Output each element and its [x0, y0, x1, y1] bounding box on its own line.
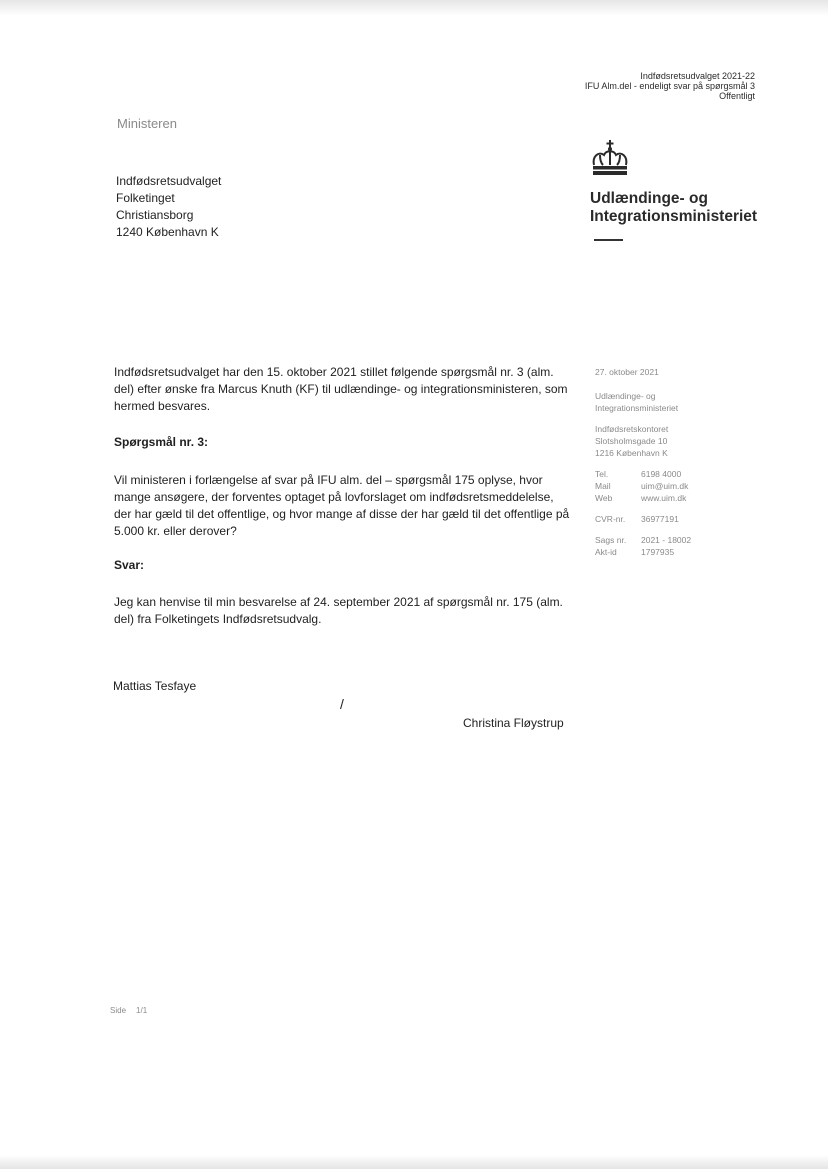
address-line: Indfødsretsudvalget — [116, 174, 222, 188]
ministry-name-line: Integrationsministeriet — [590, 208, 758, 225]
sidebar-ministry-line: Udlændinge- og — [595, 391, 656, 401]
scan-edge-bottom — [0, 1155, 828, 1169]
ministry-name-line: Udlændinge- og — [590, 190, 708, 207]
official-signature: Christina Fløystrup — [463, 716, 564, 730]
question-heading: Spørgsmål nr. 3: — [114, 435, 209, 449]
archive-stamp — [585, 71, 755, 101]
office-line: Indfødsretskontoret — [595, 424, 669, 434]
sender-title: Ministeren — [117, 116, 177, 131]
contact-row-web — [595, 492, 691, 504]
letter-date: 27. oktober 2021 — [595, 367, 659, 377]
contact-value: 6198 4000 — [641, 469, 682, 479]
ministry-logo — [590, 139, 770, 241]
doc-id-row — [595, 546, 691, 558]
contact-row-tel — [595, 468, 691, 480]
doc-id-value: 1797935 — [641, 547, 675, 557]
office-line: 1216 København K — [595, 448, 668, 458]
sidebar-office — [595, 423, 691, 459]
sidebar-ministry-line: Integrationsministeriet — [595, 403, 679, 413]
doc-id-label: Akt-id — [595, 547, 617, 557]
address-line: Folketinget — [116, 191, 175, 205]
recipient-address — [116, 173, 221, 241]
case-row — [595, 534, 691, 546]
letter-intro: Indfødsretsudvalget har den 15. oktober 2021 stillet følgende spørgsmål nr. 3 (alm. del) efter ønske fra Marcus Knuth (KF) til udlændinge- og integrationsministeren, som hermed besvares. — [114, 365, 568, 413]
question-text: Vil ministeren i forlængelse af svar på IFU alm. del – spørgsmål 175 oplyse, hvor mange ansøgere, der forventes optaget på lovforslaget om indfødsretsmeddelelse, der har gæld til det offentlige, og hvor mange af disse der har gæld til det offentlige på 5.000 kr. eller derover? — [114, 473, 570, 538]
letter-sidebar — [595, 366, 691, 567]
logo-divider — [594, 239, 623, 241]
sidebar-contact — [595, 468, 691, 504]
signature-separator: / — [340, 696, 344, 712]
stamp-line: IFU Alm.del - endeligt svar på spørgsmål 3 — [584, 81, 755, 91]
contact-value: uim@uim.dk — [641, 481, 689, 491]
case-value: 2021 - 18002 — [641, 535, 692, 545]
crown-icon — [590, 139, 630, 177]
answer-text: Jeg kan henvise til min besvarelse af 24. september 2021 af spørgsmål nr. 175 (alm. del) fra Folketingets Indfødsretsudvalg. — [114, 595, 563, 626]
sidebar-cvr — [595, 513, 691, 525]
sidebar-case — [595, 534, 691, 558]
ministry-name — [590, 190, 770, 226]
cvr-value: 36977191 — [641, 514, 679, 524]
page-label: Side — [110, 1006, 127, 1015]
answer-heading: Svar: — [114, 558, 145, 572]
stamp-line: Indfødsretsudvalget 2021-22 — [640, 71, 755, 81]
address-line: Christiansborg — [116, 208, 194, 222]
contact-value: www.uim.dk — [641, 493, 687, 503]
contact-label: Web — [595, 493, 613, 503]
cvr-label: CVR-nr. — [595, 514, 626, 524]
cvr-row — [595, 513, 691, 525]
scan-edge-top — [0, 0, 828, 16]
contact-row-mail — [595, 480, 691, 492]
contact-label: Mail — [595, 481, 611, 491]
stamp-line: Offentligt — [719, 91, 755, 101]
contact-label: Tel. — [595, 469, 609, 479]
minister-signature: Mattias Tesfaye — [113, 679, 197, 693]
page-number: 1/1 — [136, 1006, 148, 1015]
case-label: Sags nr. — [595, 535, 627, 545]
office-line: Slotsholmsgade 10 — [595, 436, 668, 446]
page-footer — [110, 1006, 147, 1015]
address-line: 1240 København K — [116, 225, 219, 239]
sidebar-ministry — [595, 390, 691, 414]
